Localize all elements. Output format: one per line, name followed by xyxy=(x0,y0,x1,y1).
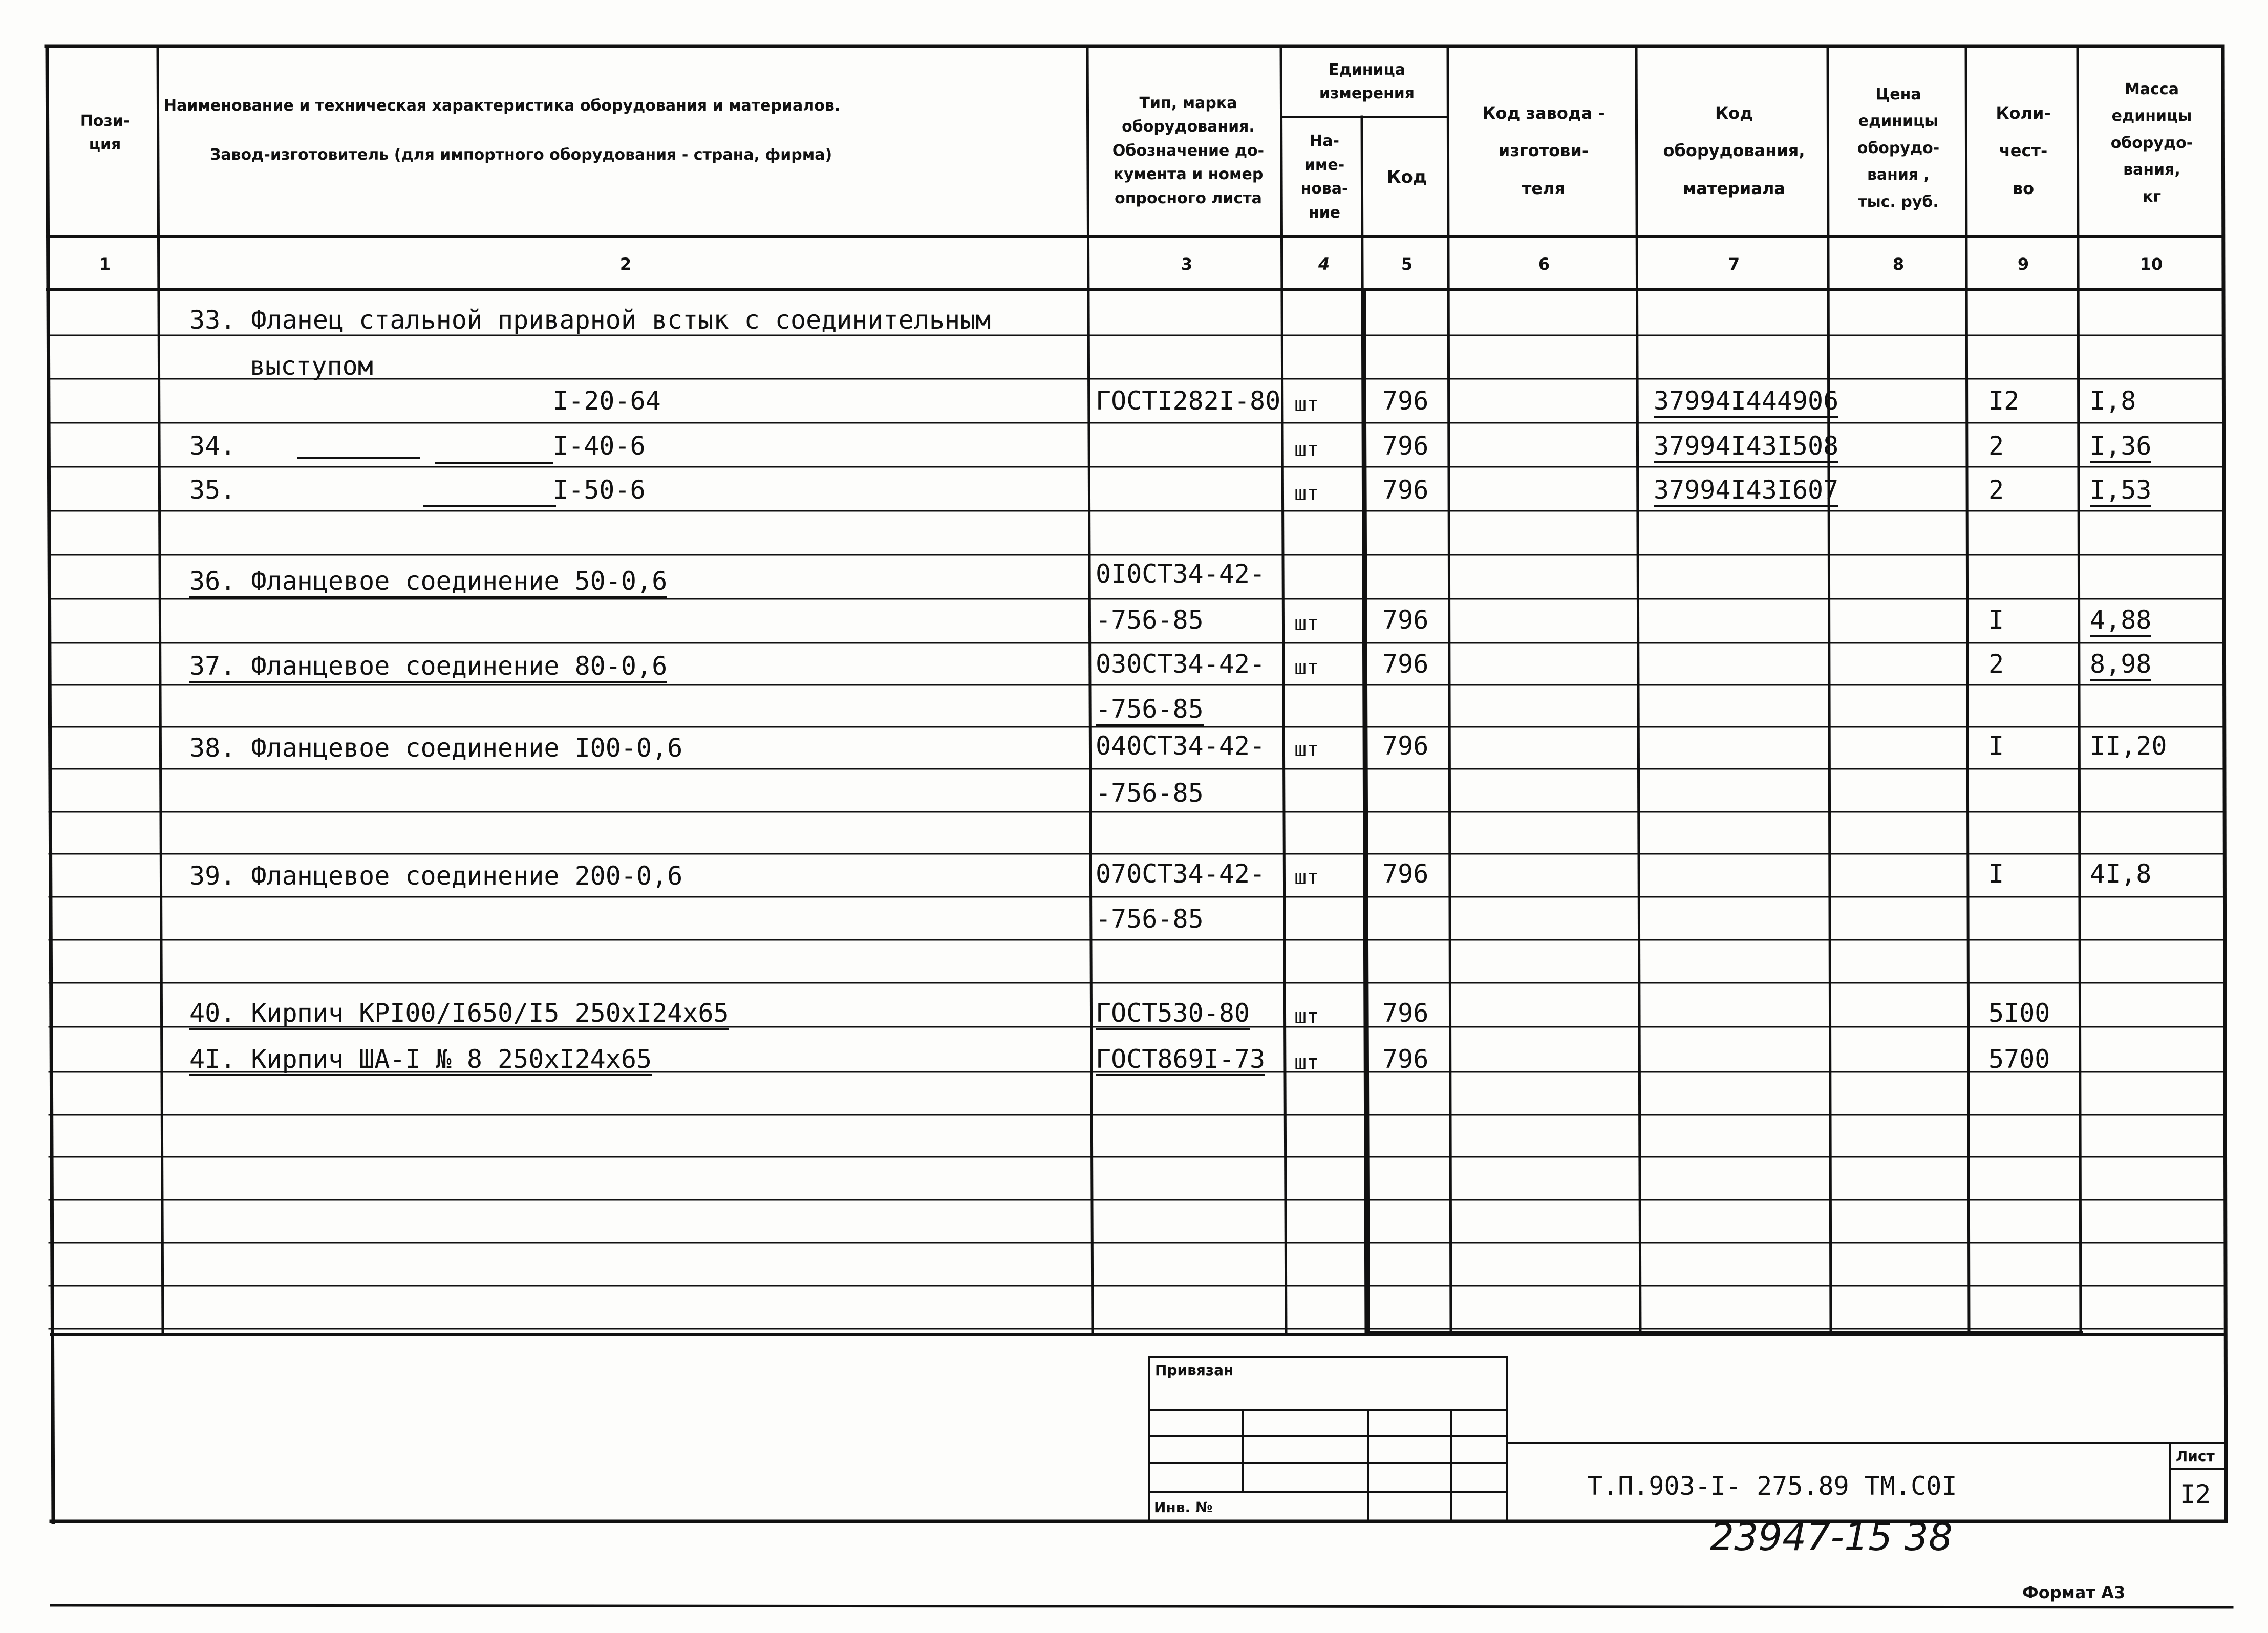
table-row-I-20-64-unit: шт xyxy=(1294,393,1319,416)
header-unit-group: Единица измерения xyxy=(1319,60,1415,102)
column-number-6: 6 xyxy=(1538,254,1550,274)
column-number-1: 1 xyxy=(99,254,111,274)
table-row-I-20-64-code: 37994I444906 xyxy=(1654,388,1838,418)
table-row-37-designation-cont: -756-85 xyxy=(1096,696,1204,726)
table-row-37-mass: 8,98 xyxy=(2090,651,2151,681)
table-row-37-designation: 030СТ34-42- xyxy=(1096,649,1266,679)
table-row-39-name: 39. Фланцевое соединение 200-0,6 xyxy=(189,861,683,891)
table-row-36-unit-code: 796 xyxy=(1382,605,1429,635)
table-row-40-name: 40. Кирпич КРI00/I650/I5 250хI24х65 xyxy=(189,1000,729,1030)
stamp-handwritten-number: 23947-15 38 xyxy=(1710,1515,1953,1559)
table-row-37-unit: шт xyxy=(1294,656,1319,679)
row-34-dash-line xyxy=(297,456,553,466)
table-row-40-unit-code: 796 xyxy=(1382,998,1429,1028)
table-row-34-unit-code: 796 xyxy=(1382,431,1429,461)
table-row-I-20-64-unit-code: 796 xyxy=(1382,386,1429,416)
header-unit-mass: Масса единицы оборудо- вания, кг xyxy=(2110,80,2193,206)
table-row-I-20-64-mass: I,8 xyxy=(2090,386,2136,416)
table-row-38-qty: I xyxy=(1988,731,2004,761)
stamp-format: Формат А3 xyxy=(2022,1583,2126,1602)
stamp-list-label: Лист xyxy=(2176,1448,2215,1465)
column-number-7: 7 xyxy=(1728,254,1740,274)
table-row-40-qty: 5I00 xyxy=(1988,998,2050,1028)
table-row-34-name: I-40-6 xyxy=(553,431,646,461)
column-number-4: 4 xyxy=(1318,254,1330,274)
table-row-38-unit: шт xyxy=(1294,738,1319,761)
header-position: Пози- ция xyxy=(80,112,130,154)
table-row-34-number: 34. xyxy=(189,431,236,461)
table-row-33-name-cont: выступом xyxy=(250,351,373,381)
stamp-privyazan: Привязан xyxy=(1155,1362,1234,1379)
table-row-39-designation: 070СТ34-42- xyxy=(1096,859,1266,889)
column-number-3: 3 xyxy=(1181,254,1193,274)
header-manufacturer-code: Код завода - изготови- теля xyxy=(1482,103,1605,198)
table-row-41-designation: ГОСТ869I-73 xyxy=(1096,1046,1265,1076)
table-row-35-number: 35. xyxy=(189,475,236,505)
table-row-39-unit-code: 796 xyxy=(1382,859,1429,889)
table-row-40-designation: ГОСТ530-80 xyxy=(1096,1000,1250,1030)
table-row-41-qty: 5700 xyxy=(1988,1044,2050,1074)
table-row-35-name: I-50-6 xyxy=(553,475,646,505)
table-row-36-qty: I xyxy=(1988,605,2004,635)
stamp-document-code: Т.П.903-I- 275.89 ТМ.С0I xyxy=(1587,1471,1957,1501)
table-row-36-designation: 0I0СТ34-42- xyxy=(1096,559,1266,589)
table-row-34-unit: шт xyxy=(1294,438,1319,461)
table-row-37-name: 37. Фланцевое соединение 80-0,6 xyxy=(189,653,667,683)
table-row-38-name: 38. Фланцевое соединение I00-0,6 xyxy=(189,733,683,763)
header-unit-price: Цена единицы оборудо- вания , тыс. руб. xyxy=(1857,85,1940,211)
stamp-list-number: I2 xyxy=(2180,1479,2211,1509)
table-row-38-unit-code: 796 xyxy=(1382,731,1429,761)
column-number-2: 2 xyxy=(619,254,632,274)
row-35-dash-line xyxy=(423,501,566,511)
header-quantity: Коли- чест- во xyxy=(1996,103,2051,198)
table-row-40-unit: шт xyxy=(1294,1005,1319,1028)
table-row-38-designation: 040СТ34-42- xyxy=(1096,731,1266,761)
header-name-line1: Наименование и техническая характеристика оборудования и материалов. xyxy=(164,96,841,115)
table-row-41-unit: шт xyxy=(1294,1051,1319,1075)
table-row-37-qty: 2 xyxy=(1988,649,2004,679)
table-row-36-designation-cont: -756-85 xyxy=(1096,605,1204,635)
table-row-41-name: 4I. Кирпич ША-I № 8 250хI24х65 xyxy=(189,1046,652,1076)
column-number-5: 5 xyxy=(1401,254,1413,274)
table-row-39-mass: 4I,8 xyxy=(2090,859,2152,889)
table-row-36-unit: шт xyxy=(1294,612,1319,635)
table-row-34-mass: I,36 xyxy=(2090,433,2151,463)
column-number-8: 8 xyxy=(1892,254,1905,274)
table-row-I-20-64-name: I-20-64 xyxy=(553,386,661,416)
table-row-36-mass: 4,88 xyxy=(2090,607,2151,637)
table-row-35-unit-code: 796 xyxy=(1382,475,1429,505)
table-row-36-name: 36. Фланцевое соединение 50-0,6 xyxy=(189,568,667,598)
table-row-35-mass: I,53 xyxy=(2090,477,2151,507)
table-row-39-qty: I xyxy=(1988,859,2004,889)
table-row-38-designation-cont: -756-85 xyxy=(1096,778,1204,808)
table-row-I-20-64-designation: ГОСТI282I-80 xyxy=(1096,386,1281,416)
table-row-39-unit: шт xyxy=(1294,866,1319,889)
header-unit-name: На- име- нова- ние xyxy=(1300,132,1349,222)
table-row-37-unit-code: 796 xyxy=(1382,649,1429,679)
header-unit-code: Код xyxy=(1386,166,1427,187)
table-row-39-designation-cont: -756-85 xyxy=(1096,904,1204,934)
header-equipment-code: Код оборудования, материала xyxy=(1663,103,1805,198)
table-row-33-name: 33. Фланец стальной приварной встык с соединительным xyxy=(189,305,991,335)
table-row-I-20-64-qty: I2 xyxy=(1988,386,2020,416)
table-row-34-qty: 2 xyxy=(1988,431,2004,461)
table-row-41-unit-code: 796 xyxy=(1382,1044,1429,1074)
table-row-35-qty: 2 xyxy=(1988,475,2004,505)
header-designation: Тип, марка оборудования. Обозначение до- кумента и номер опросного листа xyxy=(1112,94,1265,207)
stamp-inventory-number: Инв. № xyxy=(1154,1499,1213,1516)
column-number-10: 10 xyxy=(2139,254,2163,274)
table-row-35-code: 37994I43I607 xyxy=(1654,477,1838,507)
table-row-38-mass: II,20 xyxy=(2090,731,2167,761)
header-name-line2: Завод-изготовитель (для импортного оборудования - страна, фирма) xyxy=(210,145,832,164)
table-row-34-code: 37994I43I508 xyxy=(1654,433,1838,463)
column-number-9: 9 xyxy=(2017,254,2029,274)
table-row-35-unit: шт xyxy=(1294,482,1319,505)
